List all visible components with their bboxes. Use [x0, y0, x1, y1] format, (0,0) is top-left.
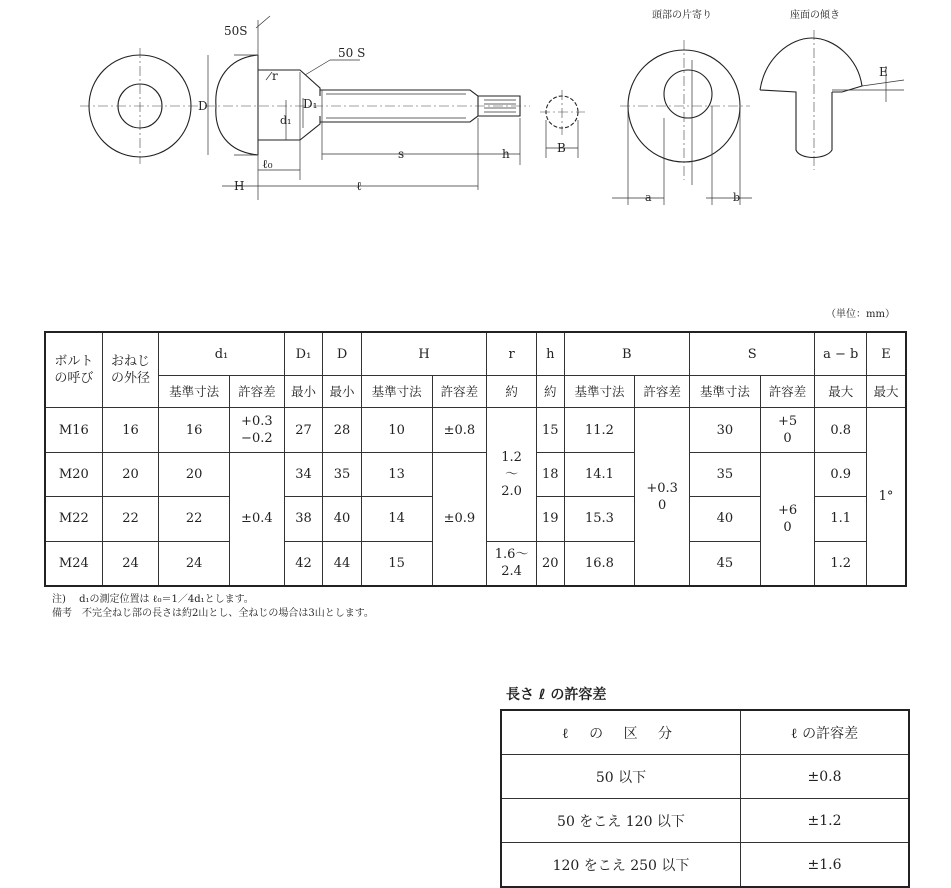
- cell-H-tol: ±0.8: [432, 408, 487, 452]
- label-D: D: [198, 99, 208, 113]
- subheader-B-basic: 基準寸法: [564, 376, 635, 408]
- table-row: [501, 843, 909, 888]
- cell-D1: 42: [284, 541, 323, 586]
- cell-thread: 16: [102, 408, 159, 452]
- cell-B: 15.3: [564, 497, 635, 541]
- subheader-B-tol: 許容差: [635, 376, 690, 408]
- S-tol-upper: +5: [777, 414, 798, 430]
- table-row: [45, 452, 906, 496]
- cell-B-tol: [635, 408, 690, 586]
- S-tol-upper: +6: [777, 502, 798, 518]
- title-seat-incline: 座面の傾き: [790, 10, 840, 21]
- cell-S: 35: [690, 452, 761, 496]
- r-range-low: 1.2: [501, 449, 522, 465]
- r-range-high: 2.0: [501, 483, 522, 499]
- length-tolerance-title: 長さ ℓ の許容差: [506, 687, 607, 703]
- subheader-D1-min: 最小: [284, 376, 323, 408]
- d1-tol-lower: −0.2: [241, 431, 273, 447]
- subheader-ab-max: 最大: [815, 376, 867, 408]
- label-r: r: [272, 69, 278, 83]
- cell-name: M22: [45, 497, 102, 541]
- cell-H: 14: [361, 497, 432, 541]
- header-h: h: [536, 332, 564, 376]
- head-offset-view: [612, 40, 752, 205]
- label-E: E: [879, 65, 888, 79]
- cell-D: 44: [323, 541, 362, 586]
- table-row: [501, 799, 909, 843]
- cell-ab: 0.8: [815, 408, 867, 452]
- cell-S-tol: [760, 408, 815, 452]
- subheader-S-tol: 許容差: [760, 376, 815, 408]
- dimension-spec-table: [44, 331, 907, 587]
- header-S: S: [690, 332, 815, 376]
- subheader-h-approx: 約: [536, 376, 564, 408]
- cell-name: M24: [45, 541, 102, 586]
- cell-d1: 16: [159, 408, 230, 452]
- cell-B: 11.2: [564, 408, 635, 452]
- cell-range: 50 をこえ 120 以下: [501, 799, 741, 843]
- bolt-side-view: [205, 55, 530, 155]
- cell-tol: ±1.2: [741, 799, 910, 843]
- cell-h: 15: [536, 408, 564, 452]
- cell-name: M20: [45, 452, 102, 496]
- cell-S: 45: [690, 541, 761, 586]
- label-h: h: [502, 147, 510, 161]
- subheader-D-min: 最小: [323, 376, 362, 408]
- unit-note: （単位：mm）: [826, 309, 895, 320]
- r-range-high: 2.4: [501, 564, 522, 580]
- cell-thread: 22: [102, 497, 159, 541]
- cell-h: 19: [536, 497, 564, 541]
- note-measurement: 注) d₁の測定位置は ℓ₀＝1／4d₁とします。: [52, 594, 254, 605]
- cell-thread: 24: [102, 541, 159, 586]
- S-tol-lower: 0: [783, 519, 792, 535]
- cell-D: 40: [323, 497, 362, 541]
- cell-ab: 1.2: [815, 541, 867, 586]
- table-row: [45, 408, 906, 452]
- label-50s-b: 50 S: [338, 46, 366, 60]
- header-B: B: [564, 332, 689, 376]
- header-length-range: ℓ の 区 分: [501, 710, 741, 755]
- subheader-r-approx: 約: [487, 376, 537, 408]
- cell-d1: 22: [159, 497, 230, 541]
- cell-tol: ±0.8: [741, 755, 910, 799]
- cell-S: 40: [690, 497, 761, 541]
- r-range-low: 1.6〜: [494, 547, 529, 563]
- label-50s-a: 50S: [224, 24, 248, 38]
- label-l0: ℓ₀: [262, 157, 273, 171]
- length-tolerance-table: [500, 709, 910, 888]
- subheader-d1-tol: 許容差: [230, 376, 285, 408]
- cell-d1: 24: [159, 541, 230, 586]
- header-r: r: [487, 332, 537, 376]
- cell-ab: 0.9: [815, 452, 867, 496]
- subheader-H-tol: 許容差: [432, 376, 487, 408]
- header-bolt-name: ボルト の呼び: [45, 332, 102, 408]
- cell-S: 30: [690, 408, 761, 452]
- cell-name: M16: [45, 408, 102, 452]
- dimension-lines: [208, 16, 520, 200]
- title-head-offset: 頭部の片寄り: [652, 10, 712, 21]
- cell-r-merged: [487, 408, 537, 541]
- cell-D1: 38: [284, 497, 323, 541]
- table-notes: [52, 593, 374, 621]
- header-D1: D₁: [284, 332, 323, 376]
- label-l: ℓ: [356, 179, 362, 193]
- header-H: H: [361, 332, 486, 376]
- note-remark: 備考 不完全ねじ部の長さは約2山とし、全ねじの場合は3山とします。: [52, 608, 374, 619]
- cell-H: 10: [361, 408, 432, 452]
- cell-tol: ±1.6: [741, 843, 910, 888]
- cell-S-tol-merged: [760, 452, 815, 586]
- cell-range: 120 をこえ 250 以下: [501, 843, 741, 888]
- table-row: [501, 755, 909, 799]
- label-D1: D₁: [303, 97, 318, 111]
- cell-B: 14.1: [564, 452, 635, 496]
- label-d1: d₁: [280, 114, 292, 127]
- header-E: E: [867, 332, 906, 376]
- label-s: s: [398, 147, 405, 161]
- subheader-E-max: 最大: [867, 376, 906, 408]
- seat-incline-view: [760, 30, 904, 170]
- bolt-dimension-drawing: [0, 0, 951, 240]
- header-a-b: a − b: [815, 332, 867, 376]
- header-d1: d₁: [159, 332, 284, 376]
- header-D: D: [323, 332, 362, 376]
- label-H: H: [234, 179, 245, 193]
- cell-h: 20: [536, 541, 564, 586]
- cell-D1: 34: [284, 452, 323, 496]
- d1-tol-upper: +0.3: [241, 414, 273, 430]
- cell-D: 28: [323, 408, 362, 452]
- subheader-d1-basic: 基準寸法: [159, 376, 230, 408]
- B-tol-lower: 0: [658, 497, 667, 513]
- label-b: b: [733, 191, 741, 204]
- cell-ab: 1.1: [815, 497, 867, 541]
- cell-range: 50 以下: [501, 755, 741, 799]
- subheader-H-basic: 基準寸法: [361, 376, 432, 408]
- S-tol-lower: 0: [783, 431, 792, 447]
- cell-d1-tol: [230, 408, 285, 452]
- cell-E: 1°: [867, 408, 906, 586]
- cell-r-m24: [487, 541, 537, 586]
- header-length-tol: ℓ の許容差: [741, 710, 910, 755]
- cell-H: 13: [361, 452, 432, 496]
- label-B: B: [557, 141, 566, 155]
- cell-thread: 20: [102, 452, 159, 496]
- label-a: a: [645, 191, 652, 204]
- cell-h: 18: [536, 452, 564, 496]
- r-range-sep: 〜: [505, 466, 519, 482]
- cell-d1: 20: [159, 452, 230, 496]
- cell-H-tol-merged: ±0.9: [432, 452, 487, 586]
- head-end-view: [80, 48, 200, 164]
- B-tol-upper: +0.3: [646, 480, 678, 496]
- cell-B: 16.8: [564, 541, 635, 586]
- cell-D1: 27: [284, 408, 323, 452]
- cell-d1-tol-merged: ±0.4: [230, 452, 285, 586]
- cell-D: 35: [323, 452, 362, 496]
- header-thread-dia: おねじ の外径: [102, 332, 159, 408]
- subheader-S-basic: 基準寸法: [690, 376, 761, 408]
- cell-H: 15: [361, 541, 432, 586]
